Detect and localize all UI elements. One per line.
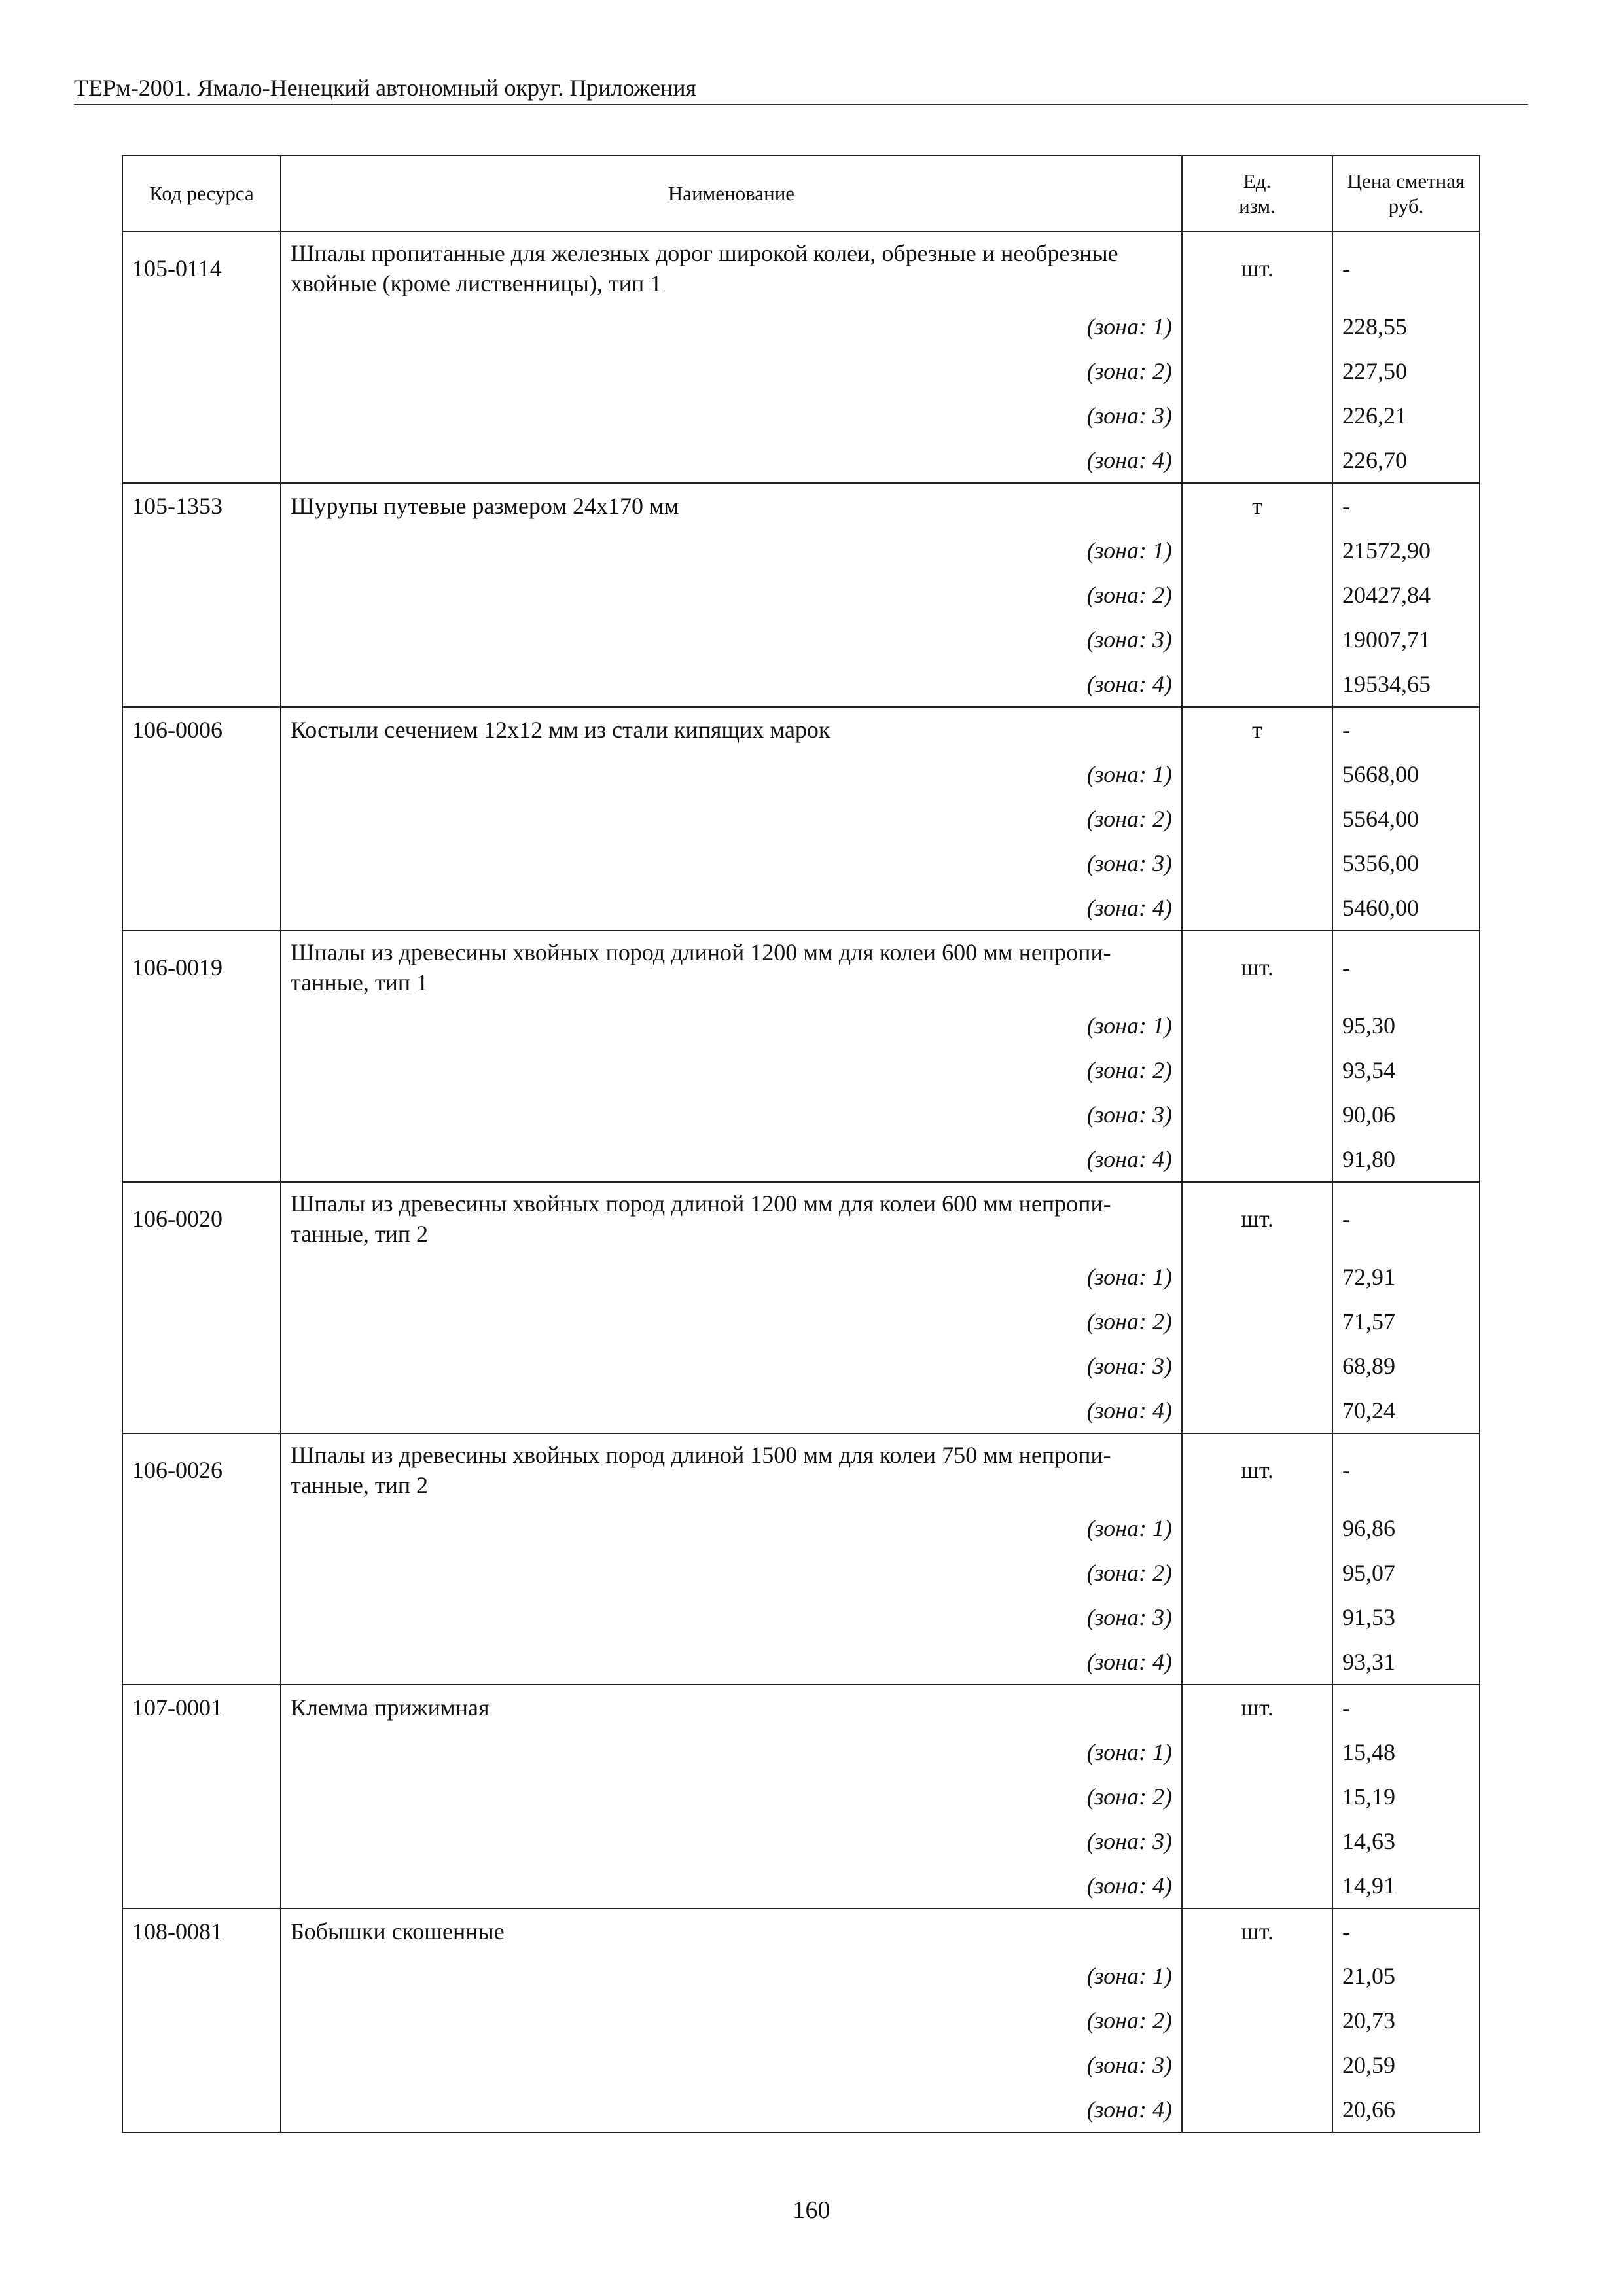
empty-cell [122,1003,281,1048]
resource-unit: шт. [1182,931,1332,1003]
empty-cell [1182,1640,1332,1685]
table-row-zone [122,304,1480,349]
zone-price: 68,89 [1332,1344,1480,1388]
resource-unit: шт. [1182,1685,1332,1730]
resource-unit: т [1182,483,1332,528]
zone-label: (зона: 4) [281,1863,1182,1909]
zone-label: (зона: 1) [281,1954,1182,1998]
empty-cell [122,573,281,617]
zone-price: 70,24 [1332,1388,1480,1433]
empty-cell [122,1863,281,1909]
empty-cell [1182,1506,1332,1551]
resource-code: 106-0026 [122,1433,281,1506]
empty-cell [122,1344,281,1388]
table-row-zone [122,2087,1480,2132]
zone-label: (зона: 2) [281,1048,1182,1092]
zone-label: (зона: 1) [281,1506,1182,1551]
empty-cell [122,886,281,931]
zone-price: 5460,00 [1332,886,1480,931]
zone-label: (зона: 3) [281,841,1182,886]
resource-code: 106-0006 [122,707,281,752]
resource-code: 106-0020 [122,1182,281,1255]
empty-cell [122,841,281,886]
zone-price: 227,50 [1332,349,1480,393]
table-row-zone [122,349,1480,393]
empty-cell [1182,1299,1332,1344]
table-row-zone [122,1388,1480,1433]
zone-price: 20,59 [1332,2043,1480,2087]
empty-cell [122,1506,281,1551]
table-row-item [122,483,1480,528]
zone-price: 14,63 [1332,1819,1480,1863]
table-row-zone [122,797,1480,841]
column-header-unit [1182,156,1332,232]
zone-price: 14,91 [1332,1863,1480,1909]
zone-label: (зона: 2) [281,1998,1182,2043]
table-row-item [122,1909,1480,1954]
zone-label: (зона: 3) [281,1092,1182,1137]
table-row-item [122,1182,1480,1255]
empty-cell [1182,1774,1332,1819]
empty-cell [122,2087,281,2132]
empty-cell [1182,1954,1332,1998]
zone-label: (зона: 1) [281,1003,1182,1048]
table-row-zone [122,841,1480,886]
zone-price: 5564,00 [1332,797,1480,841]
zone-label: (зона: 3) [281,2043,1182,2087]
empty-cell [1182,1388,1332,1433]
resource-unit: шт. [1182,1182,1332,1255]
column-header-price-line2: руб. [1388,194,1424,217]
resource-price: - [1332,1433,1480,1506]
table-row-zone [122,617,1480,662]
empty-cell [122,617,281,662]
resource-price: - [1332,483,1480,528]
empty-cell [1182,1092,1332,1137]
empty-cell [1182,797,1332,841]
zone-label: (зона: 2) [281,797,1182,841]
resource-price: - [1332,1909,1480,1954]
empty-cell [122,1774,281,1819]
zone-price: 93,31 [1332,1640,1480,1685]
zone-price: 20,73 [1332,1998,1480,2043]
empty-cell [1182,528,1332,573]
empty-cell [122,797,281,841]
page-number: 160 [793,2197,830,2224]
zone-label: (зона: 2) [281,1299,1182,1344]
empty-cell [1182,841,1332,886]
empty-cell [122,438,281,483]
table-row-zone [122,1595,1480,1640]
zone-label: (зона: 4) [281,2087,1182,2132]
column-header-unit-line1: Ед. [1243,170,1272,192]
zone-label: (зона: 2) [281,1551,1182,1595]
zone-price: 226,70 [1332,438,1480,483]
table-row-zone [122,886,1480,931]
table-row-zone [122,1506,1480,1551]
resource-price: - [1332,707,1480,752]
resource-code: 106-0019 [122,931,281,1003]
zone-label: (зона: 3) [281,393,1182,438]
empty-cell [1182,662,1332,707]
empty-cell [1182,2087,1332,2132]
table-row-zone [122,1003,1480,1048]
resource-name: Бобышки скошенные [281,1909,1182,1954]
zone-label: (зона: 4) [281,886,1182,931]
zone-label: (зона: 4) [281,438,1182,483]
zone-price: 15,19 [1332,1774,1480,1819]
table-row-zone [122,1954,1480,1998]
table-row-zone [122,528,1480,573]
empty-cell [1182,1998,1332,2043]
table-row-zone [122,1048,1480,1092]
empty-cell [122,752,281,797]
empty-cell [1182,1255,1332,1299]
column-header-price [1332,156,1480,232]
table-row-zone [122,1255,1480,1299]
empty-cell [122,1048,281,1092]
resource-price: - [1332,1182,1480,1255]
zone-label: (зона: 2) [281,573,1182,617]
zone-price: 19534,65 [1332,662,1480,707]
empty-cell [1182,1137,1332,1182]
table-row-zone [122,2043,1480,2087]
resource-name: Костыли сечением 12х12 мм из стали кипящих марок [281,707,1182,752]
column-header-name: Наименование [281,156,1182,232]
empty-cell [122,304,281,349]
table-header-row [122,156,1480,232]
table-row-zone [122,573,1480,617]
table-row-zone [122,1640,1480,1685]
zone-label: (зона: 4) [281,1388,1182,1433]
resource-code: 107-0001 [122,1685,281,1730]
resource-name: Шпалы пропитанные для железных дорог широкой колеи, обрезные и необрезные хвойные (кроме лиственницы), тип 1 [281,232,1182,304]
resource-price: - [1332,1685,1480,1730]
zone-price: 5668,00 [1332,752,1480,797]
column-header-code: Код ресурса [122,156,281,232]
zone-label: (зона: 1) [281,528,1182,573]
table-row-item [122,232,1480,304]
resource-code: 105-0114 [122,232,281,304]
zone-label: (зона: 2) [281,1774,1182,1819]
resource-code: 105-1353 [122,483,281,528]
page-header: ТЕРм-2001. Ямало-Ненецкий автономный округ. Приложения [74,73,1528,105]
table-row-zone [122,1299,1480,1344]
empty-cell [1182,617,1332,662]
resource-price: - [1332,931,1480,1003]
empty-cell [122,1640,281,1685]
empty-cell [1182,1003,1332,1048]
zone-label: (зона: 1) [281,304,1182,349]
zone-price: 90,06 [1332,1092,1480,1137]
empty-cell [122,349,281,393]
empty-cell [1182,1730,1332,1774]
empty-cell [122,662,281,707]
empty-cell [122,1092,281,1137]
zone-price: 91,80 [1332,1137,1480,1182]
zone-label: (зона: 3) [281,1344,1182,1388]
empty-cell [122,1137,281,1182]
column-header-unit-line2: изм. [1239,194,1275,217]
table-row-zone [122,1998,1480,2043]
empty-cell [122,1299,281,1344]
zone-label: (зона: 2) [281,349,1182,393]
zone-label: (зона: 4) [281,1137,1182,1182]
empty-cell [122,1255,281,1299]
zone-price: 15,48 [1332,1730,1480,1774]
empty-cell [1182,1048,1332,1092]
resource-price-table [122,155,1480,2133]
zone-price: 72,91 [1332,1255,1480,1299]
empty-cell [122,528,281,573]
table-row-zone [122,752,1480,797]
zone-price: 20,66 [1332,2087,1480,2132]
zone-price: 5356,00 [1332,841,1480,886]
resource-unit: шт. [1182,232,1332,304]
empty-cell [122,1595,281,1640]
zone-price: 71,57 [1332,1299,1480,1344]
empty-cell [122,1819,281,1863]
empty-cell [1182,2043,1332,2087]
resource-unit: шт. [1182,1433,1332,1506]
resource-name: Шпалы из древесины хвойных пород длиной 1500 мм для колеи 750 мм непропи-танные, тип 2 [281,1433,1182,1506]
table-body [122,232,1480,2132]
empty-cell [1182,438,1332,483]
empty-cell [1182,886,1332,931]
table-row-zone [122,1551,1480,1595]
zone-label: (зона: 3) [281,1595,1182,1640]
table-row-item [122,1685,1480,1730]
table-row-zone [122,1863,1480,1909]
zone-price: 95,07 [1332,1551,1480,1595]
empty-cell [122,1954,281,1998]
zone-price: 21572,90 [1332,528,1480,573]
empty-cell [122,1998,281,2043]
empty-cell [122,1730,281,1774]
zone-price: 228,55 [1332,304,1480,349]
empty-cell [1182,1819,1332,1863]
empty-cell [122,2043,281,2087]
table-row-zone [122,1092,1480,1137]
table-row-zone [122,1730,1480,1774]
zone-price: 21,05 [1332,1954,1480,1998]
table-row-item [122,707,1480,752]
zone-label: (зона: 3) [281,1819,1182,1863]
zone-label: (зона: 1) [281,1730,1182,1774]
table-row-zone [122,1344,1480,1388]
empty-cell [1182,1595,1332,1640]
empty-cell [1182,349,1332,393]
empty-cell [122,393,281,438]
resource-price: - [1332,232,1480,304]
empty-cell [122,1551,281,1595]
empty-cell [1182,304,1332,349]
column-header-price-line1: Цена сметная [1347,170,1465,192]
empty-cell [1182,752,1332,797]
zone-label: (зона: 4) [281,662,1182,707]
table-row-item [122,1433,1480,1506]
zone-price: 20427,84 [1332,573,1480,617]
table-row-zone [122,438,1480,483]
empty-cell [122,1388,281,1433]
resource-unit: шт. [1182,1909,1332,1954]
empty-cell [1182,393,1332,438]
zone-price: 95,30 [1332,1003,1480,1048]
empty-cell [1182,573,1332,617]
empty-cell [1182,1344,1332,1388]
table-row-item [122,931,1480,1003]
zone-price: 96,86 [1332,1506,1480,1551]
resource-unit: т [1182,707,1332,752]
empty-cell [1182,1551,1332,1595]
resource-code: 108-0081 [122,1909,281,1954]
table-row-zone [122,1774,1480,1819]
zone-price: 19007,71 [1332,617,1480,662]
zone-price: 91,53 [1332,1595,1480,1640]
table-row-zone [122,1137,1480,1182]
zone-label: (зона: 4) [281,1640,1182,1685]
zone-label: (зона: 3) [281,617,1182,662]
resource-name: Шпалы из древесины хвойных пород длиной 1200 мм для колеи 600 мм непропи-танные, тип 1 [281,931,1182,1003]
resource-name: Шпалы из древесины хвойных пород длиной 1200 мм для колеи 600 мм непропи-танные, тип 2 [281,1182,1182,1255]
resource-name: Шурупы путевые размером 24х170 мм [281,483,1182,528]
zone-price: 93,54 [1332,1048,1480,1092]
resource-name: Клемма прижимная [281,1685,1182,1730]
table-row-zone [122,393,1480,438]
zone-label: (зона: 1) [281,752,1182,797]
zone-price: 226,21 [1332,393,1480,438]
zone-label: (зона: 1) [281,1255,1182,1299]
table-row-zone [122,1819,1480,1863]
empty-cell [1182,1863,1332,1909]
table-row-zone [122,662,1480,707]
